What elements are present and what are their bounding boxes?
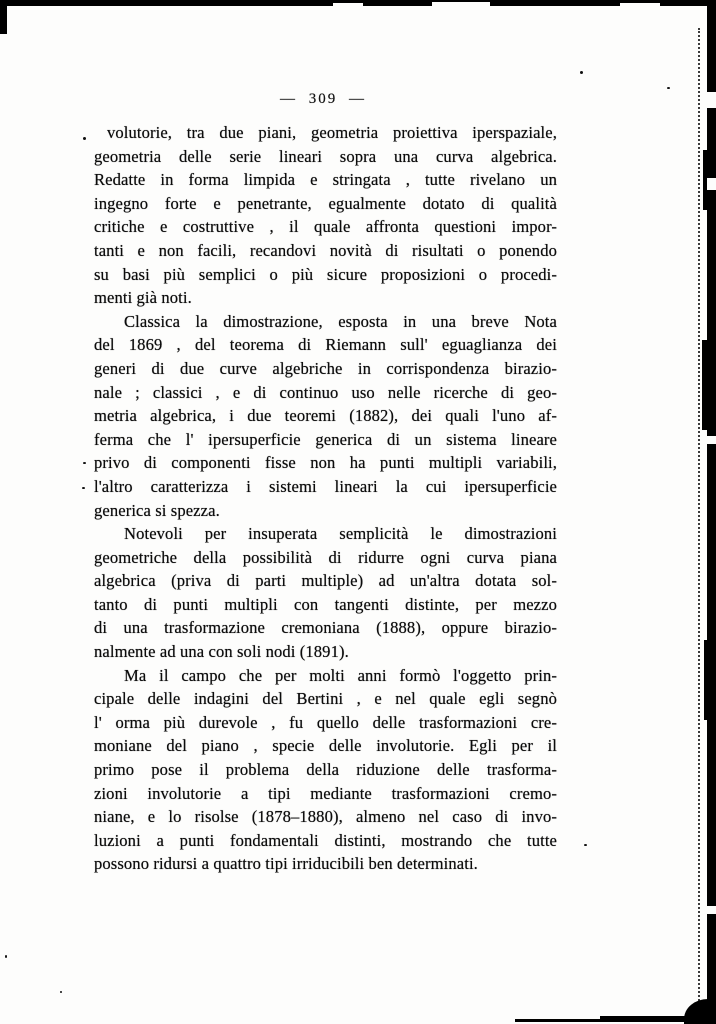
- scan-speck: [82, 487, 85, 489]
- text-line: Ma il campo che per molti anni formò l'oggetto prin-: [124, 665, 557, 685]
- scan-edge-notch: [707, 178, 716, 190]
- scan-edge-notch: [620, 3, 660, 6]
- scan-page-edge-dotted-line: [698, 28, 700, 1012]
- scan-edge-notch: [333, 3, 363, 6]
- text-line: ingegno forte e penetrante, egualmente dotato di qualità: [94, 193, 557, 213]
- text-line: l'altro caratterizza i sistemi lineari la cui ipersuperficie: [94, 476, 557, 496]
- text-line: cipale delle indagini del Bertini , e nel quale egli segnò: [94, 689, 557, 709]
- text-line: metria algebrica, i due teoremi (1882), dei quali l'uno af-: [94, 406, 557, 426]
- scan-edge-top-left: [0, 0, 7, 34]
- text-line: di una trasformazione cremoniana (1888), oppure birazio-: [94, 618, 557, 638]
- text-line: l' orma più durevole , fu quello delle trasformazioni cre-: [94, 712, 557, 732]
- scan-edge-bump: [702, 340, 707, 430]
- text-line: tanto di punti multipli con tangenti distinte, per mezzo: [94, 594, 557, 614]
- scan-speck: [60, 991, 62, 993]
- scan-edge-bump: [704, 640, 707, 720]
- scan-edge-notch: [707, 436, 716, 444]
- page-number: — 309 —: [280, 91, 366, 107]
- text-line: algebrica (priva di parti multiple) ad un'altra dotata sol-: [94, 571, 557, 591]
- scan-speck: [83, 137, 86, 140]
- scan-corner-blob: [684, 999, 716, 1024]
- scan-speck: [580, 71, 583, 74]
- paragraph: [94, 310, 557, 522]
- text-line: niane, e lo risolse (1878–1880), almeno nel caso di invo-: [94, 807, 557, 827]
- scan-edge-right: [707, 0, 716, 1024]
- scan-edge-notch: [432, 2, 490, 6]
- text-line: moniane del piano , specie delle involutorie. Egli per il: [94, 736, 557, 756]
- text-line: Redatte in forma limpida e stringata , tutte rivelano un: [94, 170, 557, 190]
- text-line: critiche e costruttive , il quale affronta questioni impor-: [94, 217, 557, 237]
- text-line: privo di componenti fisse non ha punti multipli variabili,: [94, 453, 557, 473]
- text-block: [94, 121, 557, 876]
- paragraph: [94, 664, 557, 876]
- text-line: generi di due curve algebriche in corrispondenza birazio-: [94, 358, 557, 378]
- text-line: del 1869 , del teorema di Riemann sull' eguaglianza dei: [94, 335, 557, 355]
- text-line: possono ridursi a quattro tipi irriducibili ben determinati.: [94, 854, 478, 874]
- text-line: primo pose il problema della riduzione delle trasforma-: [94, 760, 557, 780]
- text-line: ferma che l' ipersuperficie generica di un sistema lineare: [94, 429, 557, 449]
- paragraph: [94, 522, 557, 664]
- scan-edge-notch: [707, 92, 716, 108]
- text-line: Notevoli per insuperata semplicità le dimostrazioni: [124, 524, 557, 544]
- text-line: su basi più semplici o più sicure proposizioni o procedi-: [94, 264, 557, 284]
- text-line: menti già noti.: [94, 288, 192, 308]
- scan-speck: [667, 87, 670, 89]
- text-line: geometriche della possibilità di ridurre ogni curva piana: [94, 547, 557, 567]
- text-line: luzioni a punti fondamentali distinti, mostrando che tutte: [94, 830, 557, 850]
- text-line: Classica la dimostrazione, esposta in una breve Nota: [124, 311, 557, 331]
- text-line: volutorie, tra due piani, geometria proiettiva iperspaziale,: [107, 123, 557, 142]
- scan-speck: [83, 462, 86, 464]
- text-line: tanti e non facili, recandovi novità di risultati o ponendo: [94, 240, 557, 260]
- scan-edge-notch: [707, 906, 716, 914]
- text-line: generica si spezza.: [94, 500, 220, 520]
- text-line: nalmente ad una con soli nodi (1891).: [94, 642, 349, 662]
- scan-speck: [584, 844, 587, 846]
- scan-edge-top: [0, 0, 716, 6]
- text-line: zioni involutorie a tipi mediante trasformazioni cremo-: [94, 783, 557, 803]
- paragraph: [94, 121, 557, 310]
- text-line: geometria delle serie lineari sopra una curva algebrica.: [94, 146, 557, 166]
- text-line: nale ; classici , e di continuo uso nelle ricerche di geo-: [94, 382, 557, 402]
- scan-speck: [5, 955, 7, 958]
